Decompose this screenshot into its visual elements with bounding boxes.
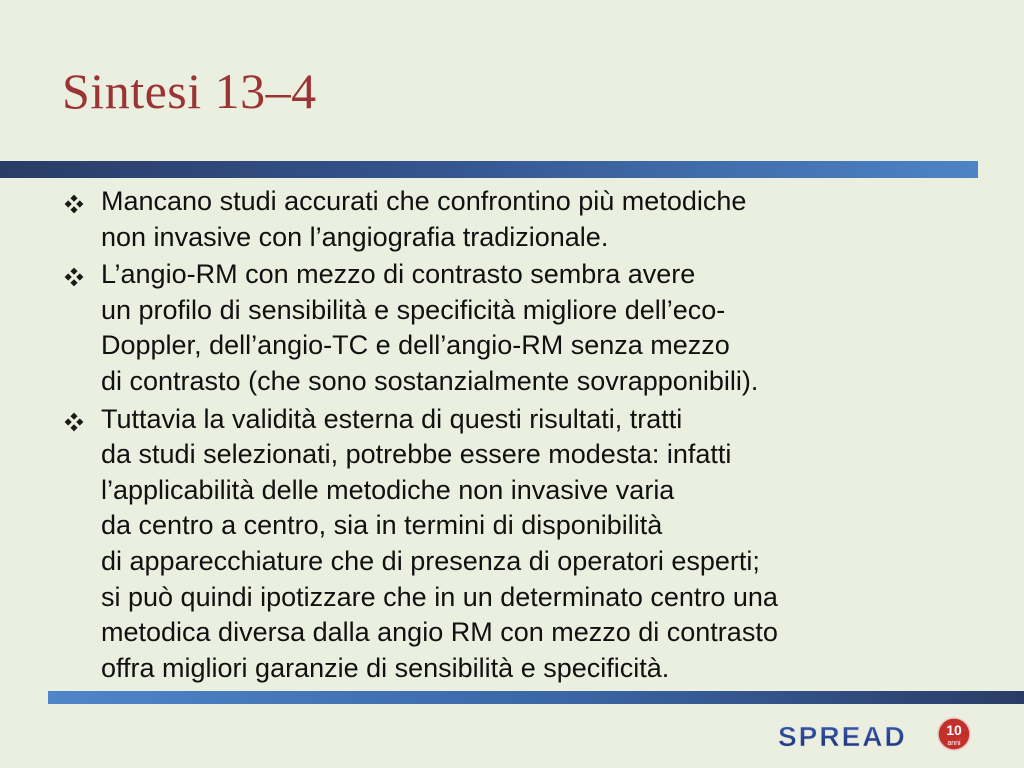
bottom-divider-bar [48, 691, 1024, 704]
bullet-text-line: non invasive con l’angiografia tradizionale. [101, 221, 609, 252]
bullet-text-line: di contrasto (che sono sostanzialmente sovrapponibili). [101, 365, 759, 396]
bullet-text-line: Doppler, dell’angio-TC e dell’angio-RM senza mezzo [101, 330, 730, 361]
bullet-text-line: di apparecchiature che di presenza di operatori esperti; [101, 545, 760, 576]
spread-logo [774, 715, 974, 757]
four-diamond-icon [64, 267, 84, 287]
bullet-text-line: L’angio-RM con mezzo di contrasto sembra avere [101, 259, 696, 290]
bullet-text-line: un profilo di sensibilità e specificità migliore dell’eco- [101, 294, 726, 325]
bullet-item [64, 402, 984, 687]
logo-badge-label: anni [947, 740, 961, 747]
slide-title: Sintesi 13–4 [62, 63, 317, 119]
logo-badge-number: 10 [946, 722, 962, 738]
bullet-text-line: Tuttavia la validità esterna di questi risultati, tratti [101, 403, 683, 434]
bullet-text-line: offra migliori garanzie di sensibilità e specificità. [101, 652, 670, 683]
bullet-text-line: metodica diversa dalla angio RM con mezzo di contrasto [101, 617, 778, 648]
bullet-text-line: Mancano studi accurati che confrontino più metodiche [101, 186, 747, 216]
bullet-item [64, 184, 984, 255]
bullet-text-line: da studi selezionati, potrebbe essere modesta: infatti [101, 439, 732, 470]
logo-wordmark: SPREAD [778, 721, 907, 752]
four-diamond-icon [64, 194, 84, 214]
top-divider-bar [0, 161, 978, 178]
bullet-list [64, 184, 984, 688]
bullet-item [64, 257, 984, 399]
bullet-text-line: si può quindi ipotizzare che in un determinato centro una [101, 581, 778, 612]
bullet-text-line: da centro a centro, sia in termini di disponibilità [101, 510, 663, 541]
bullet-text-line: l’applicabilità delle metodiche non invasive varia [101, 474, 675, 505]
four-diamond-icon [64, 412, 84, 432]
